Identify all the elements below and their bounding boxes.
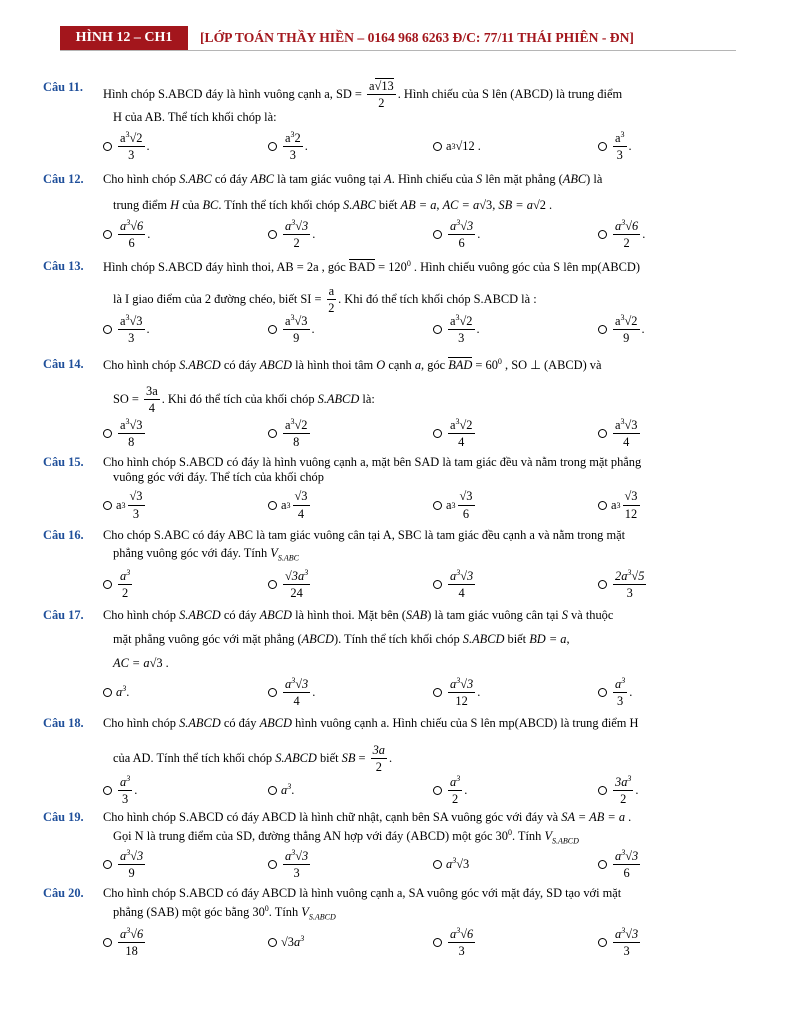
answer-option-b[interactable]: a 3 $\frac{√3}{4}$ xyxy=(268,487,312,523)
question-text: Hình chóp S.ABCD đáy là hình vuông cạnh a, SD = $\frac{a√13}{2}$ . Hình chiếu của S lên (ABCD) là trung điểm xyxy=(103,79,623,111)
radio-circle-icon[interactable] xyxy=(103,786,112,795)
radio-circle-icon[interactable] xyxy=(103,501,112,510)
question-text: SO = $\frac{3a}{4}$ . Khi đó thể tích của khối chóp S.ABCD là: xyxy=(113,384,375,416)
answer-options xyxy=(103,487,743,523)
radio-circle-icon[interactable] xyxy=(433,786,442,795)
answer-option-b[interactable]: $\frac{a^3√3}{3}$ xyxy=(268,846,312,882)
answer-option-a[interactable]: $\frac{a^3√6}{18}$ xyxy=(103,924,147,960)
question-text: phẳng vuông góc với đáy. Tính $V_{S.ABC}$ xyxy=(113,546,299,563)
question-text: Cho hình chóp S.ABCD có đáy là hình vuông cạnh a, mặt bên SAD là tam giác đều và nằm trong mặt phẳng xyxy=(103,455,642,469)
radio-circle-icon[interactable] xyxy=(433,230,442,239)
answer-option-c[interactable]: $\frac{a^3√2}{4}$ xyxy=(433,415,477,451)
answer-option-c[interactable]: $\frac{a^3√6}{3}$ xyxy=(433,924,477,960)
answer-option-c[interactable]: a 3 $\frac{√3}{6}$ xyxy=(433,487,477,523)
radio-circle-icon[interactable] xyxy=(103,860,112,869)
answer-option-c[interactable]: $\frac{a^3√3}{4}$ xyxy=(433,566,477,602)
radio-circle-icon[interactable] xyxy=(268,786,277,795)
question-text: là I giao điểm của 2 đường chéo, biết SI = $\frac{a}{2}$ . Khi đó thể tích khối chóp S.ABCD là : xyxy=(113,284,537,316)
answer-options xyxy=(103,846,743,882)
radio-circle-icon[interactable] xyxy=(103,230,112,239)
answer-option-c[interactable]: a 3 √12 . xyxy=(433,128,481,164)
radio-circle-icon[interactable] xyxy=(433,860,442,869)
radio-circle-icon[interactable] xyxy=(433,938,442,947)
answer-option-a[interactable]: $a^3$ . xyxy=(103,674,129,710)
chapter-tag: HÌNH 12 – CH1 xyxy=(60,26,188,50)
question-text: Cho hình chóp S.ABCD có đáy ABCD là hình vuông cạnh a, SA vuông góc với mặt đáy, SD tạo với mặt xyxy=(103,886,622,900)
radio-circle-icon[interactable] xyxy=(598,429,607,438)
question-label: Câu 16. xyxy=(43,528,84,542)
answer-option-b[interactable]: $\frac{a^3√3}{2}$ . xyxy=(268,216,315,252)
question-label: Câu 12. xyxy=(43,172,84,186)
question-text: vuông góc với đáy. Thể tích của khối chóp xyxy=(113,470,324,484)
radio-circle-icon[interactable] xyxy=(433,688,442,697)
answer-option-d[interactable]: $\frac{a^3√6}{2}$ . xyxy=(598,216,645,252)
question-text: Cho hình chóp S.ABCD có đáy ABCD là hình thoi. Mặt bên (SAB) là tam giác vuông cân tại S và thuộc xyxy=(103,608,614,622)
radio-circle-icon[interactable] xyxy=(598,325,607,334)
answer-option-d[interactable]: $\frac{a^3√2}{9}$ . xyxy=(598,311,645,347)
question-text: Cho hình chóp S.ABCD có đáy ABCD là hình thoi tâm O cạnh a, góc BAD = $60^0$ , SO ⊥ (ABCD) và xyxy=(103,357,602,373)
question-text: Cho hình chóp S.ABCD có đáy ABCD hình vuông cạnh a. Hình chiếu của S lên mp(ABCD) là trung điểm H xyxy=(103,716,639,730)
answer-option-d[interactable]: $\frac{a^3}{3}$ . xyxy=(598,674,632,710)
answer-options xyxy=(103,216,743,252)
radio-circle-icon[interactable] xyxy=(598,142,607,151)
answer-option-b[interactable]: $\frac{a^3√3}{4}$ . xyxy=(268,674,315,710)
answer-options xyxy=(103,924,743,960)
answer-option-b[interactable]: $a^3$ . xyxy=(268,772,294,808)
radio-circle-icon[interactable] xyxy=(103,429,112,438)
radio-circle-icon[interactable] xyxy=(433,580,442,589)
answer-option-d[interactable]: $\frac{a^3√3}{4}$ xyxy=(598,415,642,451)
radio-circle-icon[interactable] xyxy=(598,580,607,589)
radio-circle-icon[interactable] xyxy=(598,230,607,239)
answer-option-a[interactable]: $\frac{a^3}{2}$ xyxy=(103,566,134,602)
radio-circle-icon[interactable] xyxy=(598,860,607,869)
radio-circle-icon[interactable] xyxy=(268,580,277,589)
question-text: AC = a√3 . xyxy=(113,656,169,670)
radio-circle-icon[interactable] xyxy=(598,501,607,510)
answer-option-a[interactable]: $\frac{a^3√2}{3}$ . xyxy=(103,128,150,164)
answer-option-a[interactable]: $\frac{a^3√3}{9}$ xyxy=(103,846,147,882)
radio-circle-icon[interactable] xyxy=(433,142,442,151)
question-text: H của AB. Thể tích khối chóp là: xyxy=(113,110,277,124)
radio-circle-icon[interactable] xyxy=(268,688,277,697)
question-text: mặt phẳng vuông góc với mặt phẳng (ABCD). Tính thể tích khối chóp S.ABCD biết BD = a, xyxy=(113,632,570,646)
radio-circle-icon[interactable] xyxy=(433,501,442,510)
answer-options xyxy=(103,415,743,451)
radio-circle-icon[interactable] xyxy=(268,501,277,510)
radio-circle-icon[interactable] xyxy=(103,142,112,151)
answer-options xyxy=(103,311,743,347)
answer-option-d[interactable]: $\frac{3a^3}{2}$ . xyxy=(598,772,639,808)
page-header xyxy=(60,26,736,52)
answer-option-c[interactable]: $\frac{a^3√2}{3}$ . xyxy=(433,311,480,347)
question-text: Cho chóp S.ABC có đáy ABC là tam giác vuông cân tại A, SBC là tam giác đều cạnh a và nằm trong mặt xyxy=(103,528,626,542)
question-text: phẳng (SAB) một góc bằng $30^0$. Tính $V_{S.ABCD}$ xyxy=(113,904,336,922)
answer-option-b[interactable]: $\frac{a^3√3}{9}$ . xyxy=(268,311,315,347)
answer-option-d[interactable]: $\frac{a^3√3}{6}$ xyxy=(598,846,642,882)
radio-circle-icon[interactable] xyxy=(598,938,607,947)
question-label: Câu 19. xyxy=(43,810,84,824)
answer-option-a[interactable]: $\frac{a^3}{3}$ . xyxy=(103,772,137,808)
answer-option-a[interactable]: $\frac{a^3√3}{3}$ . xyxy=(103,311,150,347)
answer-option-b[interactable]: $\frac{a^3√2}{8}$ xyxy=(268,415,312,451)
header-divider xyxy=(60,50,736,51)
answer-option-b[interactable]: $\frac{√3a^3}{24}$ xyxy=(268,566,312,602)
radio-circle-icon[interactable] xyxy=(103,938,112,947)
radio-circle-icon[interactable] xyxy=(103,580,112,589)
answer-options xyxy=(103,772,743,808)
header-title: [LỚP TOÁN THẦY HIỀN – 0164 968 6263 Đ/C: 77/11 THÁI PHIÊN - ĐN] xyxy=(200,30,634,45)
answer-option-c[interactable]: $a^3$ √3 xyxy=(433,846,469,882)
radio-circle-icon[interactable] xyxy=(268,429,277,438)
question-label: Câu 18. xyxy=(43,716,84,730)
question-text: trung điểm H của BC. Tính thể tích khối chóp S.ABC biết AB = a, AC = a√3, SB = a√2 . xyxy=(113,198,553,212)
question-text: Hình chóp S.ABCD đáy hình thoi, AB = 2a , góc BAD = $120^0$ . Hình chiếu vuông góc của S lên mp(ABCD) xyxy=(103,259,641,275)
radio-circle-icon[interactable] xyxy=(268,938,277,947)
radio-circle-icon[interactable] xyxy=(103,325,112,334)
answer-option-a[interactable]: a 3 $\frac{√3}{3}$ xyxy=(103,487,147,523)
radio-circle-icon[interactable] xyxy=(433,429,442,438)
question-label: Câu 14. xyxy=(43,357,84,371)
radio-circle-icon[interactable] xyxy=(433,325,442,334)
radio-circle-icon[interactable] xyxy=(598,688,607,697)
answer-options xyxy=(103,566,743,602)
answer-option-d[interactable]: $\frac{a^3}{3}$ . xyxy=(598,128,632,164)
answer-option-d[interactable]: $\frac{a^3√3}{3}$ xyxy=(598,924,642,960)
question-text: Cho hình chóp S.ABCD có đáy ABCD là hình chữ nhật, cạnh bên SA vuông góc với đáy và SA = AB = a . xyxy=(103,810,632,824)
question-text: của AD. Tính thể tích khối chóp S.ABCD biết SB = $\frac{3a}{2}$ . xyxy=(113,743,393,775)
radio-circle-icon[interactable] xyxy=(268,325,277,334)
question-text: Gọi N là trung điểm của SD, đường thẳng AN hợp với đáy (ABCD) một góc $30^0$. Tính $V_{S.ABCD}$ xyxy=(113,828,579,846)
answer-option-b[interactable]: √3 $a^3$ xyxy=(268,924,304,960)
answer-option-c[interactable]: $\frac{a^3}{2}$ . xyxy=(433,772,467,808)
answer-options xyxy=(103,128,743,164)
radio-circle-icon[interactable] xyxy=(268,230,277,239)
answer-options xyxy=(103,674,743,710)
radio-circle-icon[interactable] xyxy=(268,142,277,151)
radio-circle-icon[interactable] xyxy=(268,860,277,869)
answer-option-d[interactable]: $\frac{2a^3√5}{3}$ xyxy=(598,566,648,602)
radio-circle-icon[interactable] xyxy=(598,786,607,795)
question-label: Câu 13. xyxy=(43,259,84,273)
question-label: Câu 15. xyxy=(43,455,84,469)
answer-option-b[interactable]: $\frac{a^32}{3}$ . xyxy=(268,128,308,164)
answer-option-a[interactable]: $\frac{a^3√3}{8}$ xyxy=(103,415,147,451)
question-label: Câu 20. xyxy=(43,886,84,900)
question-label: Câu 11. xyxy=(43,80,83,94)
answer-option-c[interactable]: $\frac{a^3√3}{6}$ . xyxy=(433,216,480,252)
answer-option-a[interactable]: $\frac{a^3√6}{6}$ . xyxy=(103,216,150,252)
answer-option-c[interactable]: $\frac{a^3√3}{12}$ . xyxy=(433,674,480,710)
question-label: Câu 17. xyxy=(43,608,84,622)
question-text: Cho hình chóp S.ABC có đáy ABC là tam giác vuông tại A. Hình chiếu của S lên mặt phẳng (ABC) là xyxy=(103,172,603,186)
radio-circle-icon[interactable] xyxy=(103,688,112,697)
answer-option-d[interactable]: a 3 $\frac{√3}{12}$ xyxy=(598,487,642,523)
